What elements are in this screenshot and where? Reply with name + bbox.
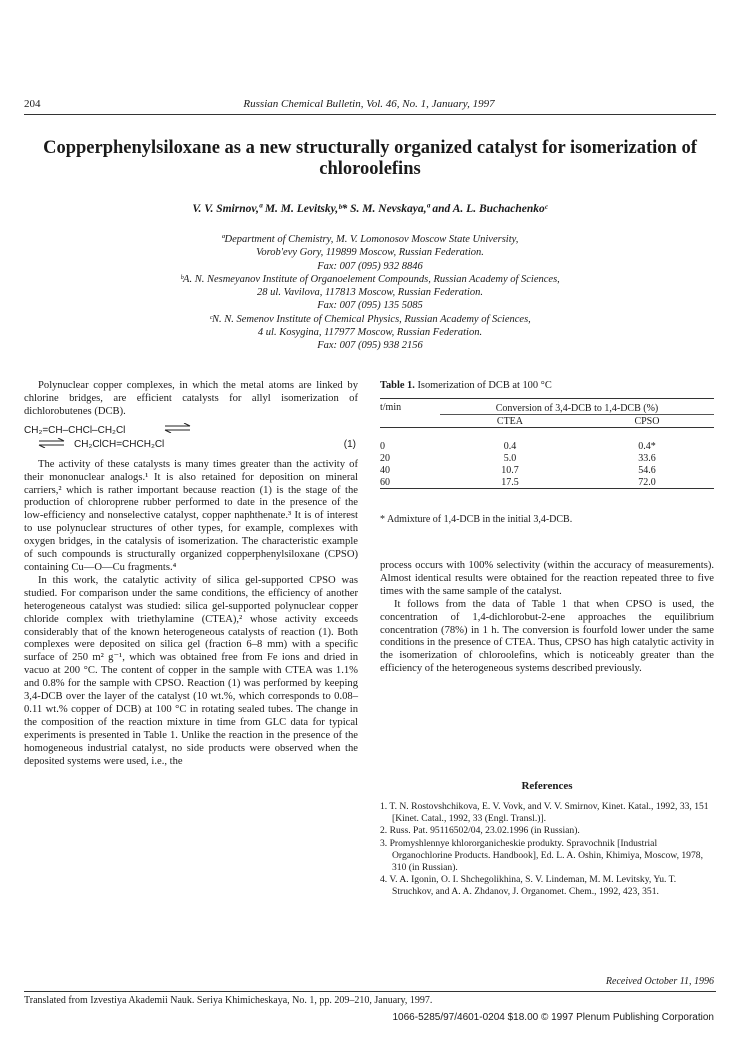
affiliation-line: Fax: 007 (095) 938 2156 [317,340,423,352]
affiliation-line: Fax: 007 (095) 135 5085 [317,300,423,312]
reference-item: 3. Promyshlennye khlororganicheskie produkty. Spravochnik [Industrial Organochlorine Products. Handbook], Ed. L. A. Oshin, Khimiya, Moscow, 1978, 310 (in Russian). [380,837,703,874]
table-caption-text: Isomerization of DCB at 100 °C [417,380,552,391]
table-row: 40 10.7 54.6 [380,464,656,476]
table-row: 60 17.5 72.0 [380,476,714,489]
table-caption [380,380,714,391]
col-header-time: t/min [380,402,402,413]
table-row: 0 0.4 0.4* [380,440,656,452]
reference-item: 1. T. N. Rostovshchikova, E. V. Vovk, and V. V. Smirnov, Kinet. Katal., 1992, 33, 151 [Kinet. Catal., 1992, 33 (Engl. Transl.)]. [380,801,709,825]
paragraph: The activity of these catalysts is many times greater than the activity of their mononuclear analogs.¹ It is also retained for deposition on mineral carriers,² which is rather important because reaction (1) is the stage of the production of chloroprene rubber performed to date in the presence of the low-efficiency and nonselective catalyst, copper naphthenate.³ It is of interest to use polynuclear structures of other types, for example, complexes with oxygen bridges, in the catalysis of isomerization. The characteristic example of such compounds is structurally organized copperphenylsiloxane (CPSO) containing Cu—O—Cu fragments.⁴ [24,458,358,573]
copyright-line: 1066-5285/97/4601-0204 $18.00 © 1997 Plenum Publishing Corporation [392,1012,714,1023]
affiliation-line: ᶜN. N. Semenov Institute of Chemical Physics, Russian Academy of Sciences, [209,313,531,325]
affiliation-line: 4 ul. Kosygina, 117977 Moscow, Russian Federation. [257,327,483,339]
affiliation-line: 28 ul. Vavilova, 117813 Moscow, Russian Federation. [257,287,483,299]
reactant: CH₂=CH–CHCl–CH₂Cl [24,424,126,436]
col-header-conversion: Conversion of 3,4-DCB to 1,4-DCB (%) [440,399,714,415]
translation-note: Translated from Izvestiya Akademii Nauk. Seriya Khimicheskaya, No. 1, pp. 209–210, January, 1997. [24,995,433,1006]
affiliations [40,233,700,353]
affiliation-line: Vorob'evy Gory, 119899 Moscow, Russian Federation. [256,247,484,259]
table-footnote: * Admixture of 1,4-DCB in the initial 3,4-DCB. [380,514,573,525]
reaction-number: (1) [343,438,356,450]
article-title: Copperphenylsiloxane as a new structurally organized catalyst for isomerization of chloroolefins [43,138,697,179]
col-header-cpso: CPSO [634,415,660,427]
page-number: 204 [24,98,41,110]
paragraph: Polynuclear copper complexes, in which the metal atoms are linked by chlorine bridges, are efficient catalysts for allyl isomerization of dichlorobutenes (DCB). [24,380,358,417]
reference-item: 2. Russ. Pat. 95116502/04, 23.02.1996 (in Russian). [380,825,580,837]
affiliation-line: Fax: 007 (095) 932 8846 [317,260,423,272]
table-1 [380,398,714,489]
header-rule [24,114,716,115]
reference-item: 4. V. A. Igonin, O. I. Shchegolikhina, S. V. Lindeman, M. M. Levitsky, Yu. T. Struchkov, and A. A. Zhdanov, J. Organomet. Chem., 1992, 423, 351. [380,874,677,898]
footer-rule [24,991,716,992]
equilibrium-arrow [164,423,192,438]
affiliation-line: ªDepartment of Chemistry, M. V. Lomonosov Moscow State University, [221,234,519,245]
product: CH₂ClCH=CHCH₂Cl [74,438,165,450]
reference-list [380,801,714,899]
received-date: Received October 11, 1996 [605,976,714,987]
right-column [380,560,714,676]
equilibrium-arrow [38,438,66,453]
paragraph: process occurs with 100% selectivity (within the accuracy of measurements). Almost identical results were obtained for the reaction repeated three to five times with the same sample of the catalyst. [380,560,714,597]
table-row: 20 5.0 33.6 [380,452,656,464]
reaction-scheme [24,425,358,455]
journal-citation: Russian Chemical Bulletin, Vol. 46, No. 1, January, 1997 [243,98,495,110]
affiliation-line: ᵇA. N. Nesmeyanov Institute of Organoelement Compounds, Russian Academy of Sciences, [180,273,560,285]
table-label: Table 1. [380,380,415,391]
paragraph: In this work, the catalytic activity of silica gel-supported CPSO was studied. For comparison under the same conditions, the efficiency of another heterogeneous catalyst was studied: silica gel-supported polynuclear copper chloride complex with triethylamine (CTEA),² whose activity exceeds considerably that of the known heterogeneous catalysts of reaction (1). Both complexes were deposited on silica gel (fraction 6–8 mm) with a specific surface of 250 m² g⁻¹, which was obtained free from Fe ions and dried in vacuo at 200 °C. The content of copper in the sample with CTEA was 1.1% and 0.8% for the sample with CPSO. Reaction (1) was performed by keeping 3,4-DCB over the layer of the catalyst (10 wt.%, which corresponds to 0.08–0.11 wt.% copper of DCB) at 100 °C in rotating sealed tubes. The change in the composition of the reaction mixture in time from GLC data for typical experiments is presented in Table 1. Unlike the reaction in the presence of the homogeneous industrial catalyst, no side products were observed when the deposited systems were used, i.e., the [24,574,358,767]
author-list: V. V. Smirnov,ª M. M. Levitsky,ᵇ* S. M. Nevskaya,ª and A. L. Buchachenkoᶜ [192,203,548,215]
references-heading: References [521,780,573,792]
paragraph: It follows from the data of Table 1 that when CPSO is used, the concentration of 1,4-dichlorobut-2-ene approaches the equilibrium concentration (78%) in 1 h. The conversion is fourfold lower under the same conditions in the presence of CTEA. Thus, CPSO has high catalytic activity in the isomerization of chloroolefins, which is noticeably greater than the efficiency of the heterogeneous systems described previously. [380,598,714,675]
col-header-ctea: CTEA [496,415,524,427]
left-column [24,380,358,768]
